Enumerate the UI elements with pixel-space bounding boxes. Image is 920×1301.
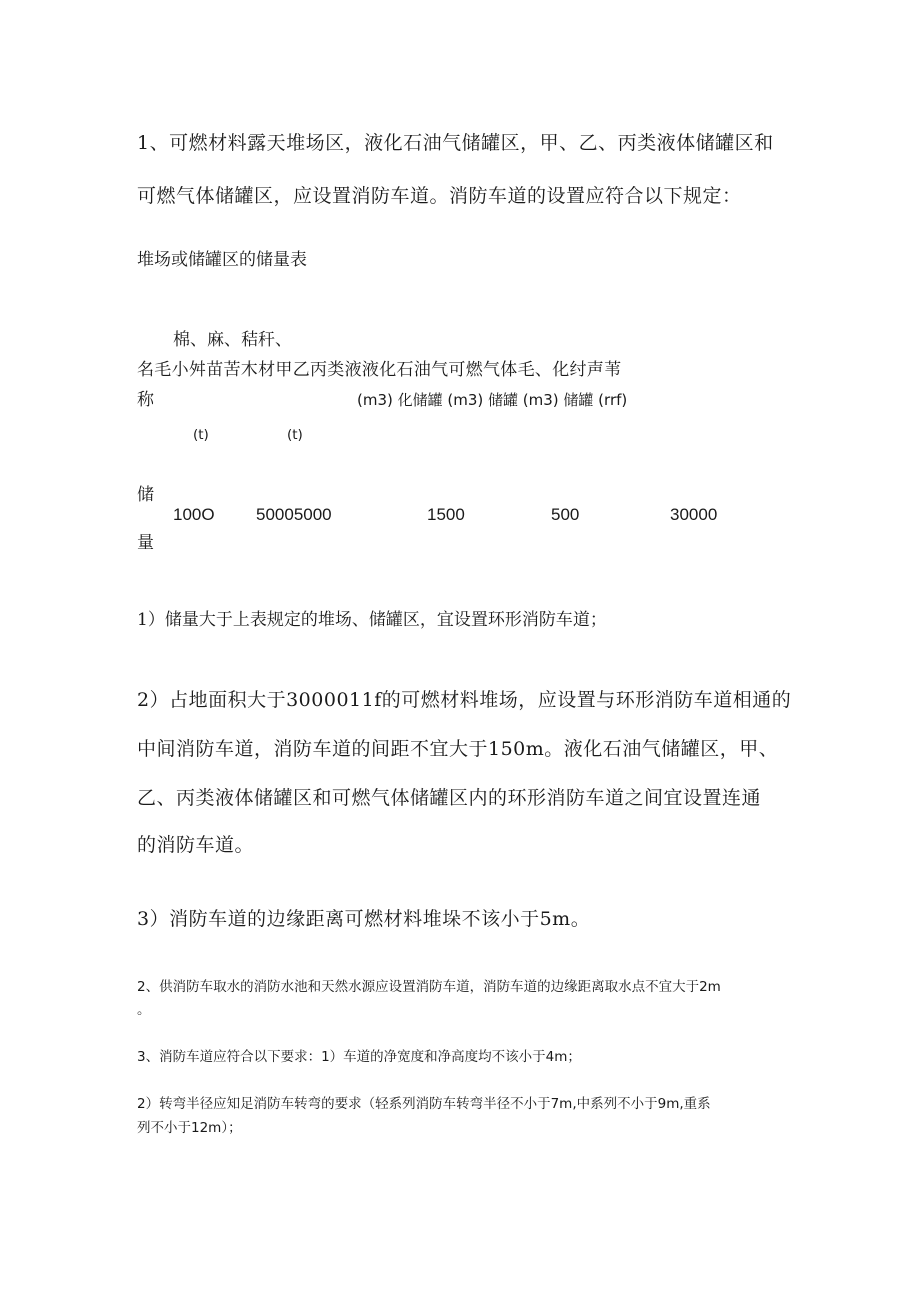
section-3-line-2: 2）转弯半径应知足消防车转弯的要求（轻系列消防车转弯半径不小于7m,中系列不小于9m,重系: [137, 1096, 711, 1112]
table-value-1: 100O: [173, 505, 215, 524]
table-unit-t1: (t): [193, 427, 209, 443]
item-2-line-1: 2）占地面积大于3000011f的可燃材料堆场，应设置与环形消防车道相通的: [137, 689, 792, 711]
section-3-line-1: 3、消防车道应符合以下要求：1）车道的净宽度和净高度均不该小于4m；: [137, 1049, 581, 1065]
section-3-line-3: 列不小于12m）；: [137, 1120, 242, 1136]
item-2-line-2: 中间消防车道，消防车道的间距不宜大于150m。液化石油气储罐区，甲、: [137, 738, 779, 760]
table-value-3: 1500: [427, 505, 465, 524]
item-1: 1）储量大于上表规定的堆场、储罐区，宜设置环形消防车道；: [137, 610, 607, 630]
table-header-name-end: 称: [137, 390, 154, 410]
table-row-label-1: 储: [137, 485, 154, 505]
table-unit-t2: (t): [287, 427, 303, 443]
item-3: 3）消防车道的边缘距离可燃材料堆垛不该小于5m。: [137, 908, 591, 930]
table-header-top: 棉、麻、秸秆、: [173, 330, 292, 350]
table-value-5: 30000: [670, 505, 718, 524]
intro-line-1: 1、可燃材料露天堆场区，液化石油气储罐区，甲、乙、丙类液体储罐区和: [137, 132, 774, 154]
item-2-line-4: 的消防车道。: [137, 834, 255, 856]
section-2-line-1: 2、供消防车取水的消防水池和天然水源应设置消防车道，消防车道的边缘距离取水点不宜大于2m: [137, 979, 721, 995]
item-2-line-3: 乙、丙类液体储罐区和可燃气体储罐区内的环形消防车道之间宜设置连通: [137, 787, 762, 809]
table-units: (m3) 化储罐 (m3) 储罐 (m3) 储罐 (rrf): [357, 391, 628, 409]
table-value-2: 50005000: [256, 505, 332, 524]
section-2-line-2: 。: [137, 1002, 151, 1018]
table-value-4: 500: [551, 505, 580, 524]
table-caption: 堆场或储罐区的储量表: [137, 250, 307, 270]
table-header-row: 名毛小舛苗苦木材甲乙丙类液液化石油气可燃气体毛、化纣声苇: [137, 360, 622, 380]
table-row-label-2: 量: [137, 533, 154, 553]
intro-line-2: 可燃气体储罐区，应设置消防车道。消防车道的设置应符合以下规定：: [137, 185, 742, 207]
